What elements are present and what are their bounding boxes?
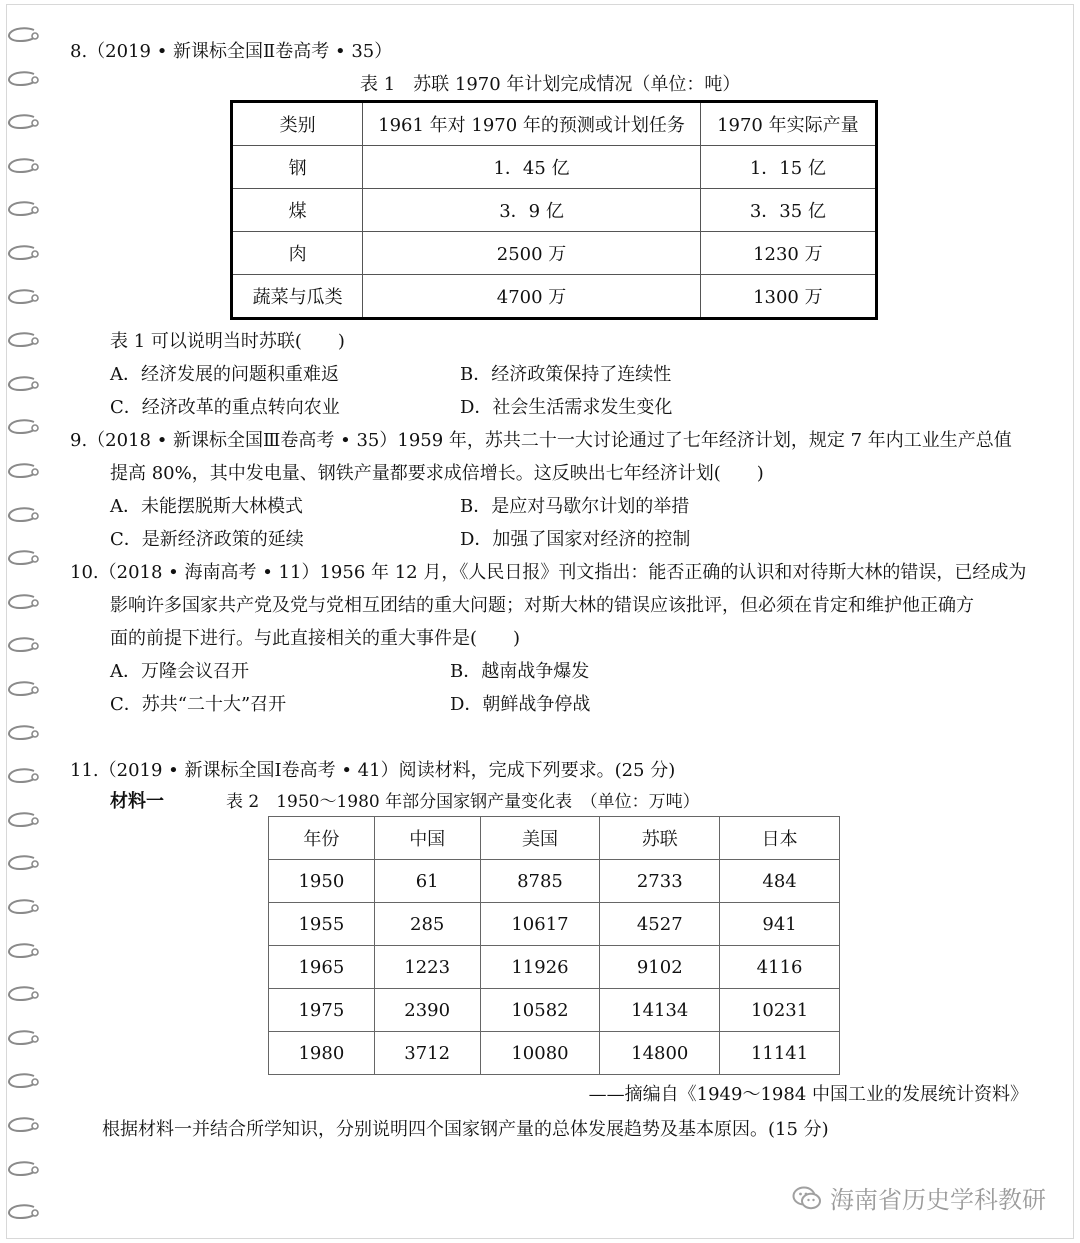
table-cell: 1230 万 <box>700 232 876 275</box>
binding-ring <box>6 854 40 874</box>
binding-ring <box>6 636 40 656</box>
q8-stem: 表 1 可以说明当时苏联( ) <box>110 331 345 352</box>
table-header-cell: 类别 <box>232 102 363 146</box>
table-header-cell: 美国 <box>480 817 600 860</box>
binding-ring <box>6 200 40 220</box>
q10-text-3: 面的前提下进行。与此直接相关的重大事件是( ) <box>110 628 521 649</box>
table-cell: 14800 <box>600 1032 720 1075</box>
table-row <box>269 860 840 903</box>
table-cell: 10582 <box>480 989 600 1032</box>
q8-option-d: D．社会生活需求发生变化 <box>460 397 673 418</box>
table-cell: 1955 <box>269 903 375 946</box>
table-cell: 1965 <box>269 946 375 989</box>
table-cell: 1223 <box>374 946 480 989</box>
table-cell: 1980 <box>269 1032 375 1075</box>
table-cell: 941 <box>720 903 840 946</box>
notebook-binding-rings <box>0 0 44 1243</box>
q10-line-1 <box>70 561 1026 585</box>
q11-table-title: 表 2 1950～1980 年部分国家钢产量变化表 （单位：万吨） <box>226 792 700 812</box>
table-cell: 285 <box>374 903 480 946</box>
q9-option-b: B．是应对马歇尔计划的举措 <box>460 496 690 517</box>
table-row <box>269 1032 840 1075</box>
table-cell: 肉 <box>232 232 363 275</box>
table-header-row <box>232 102 877 146</box>
table-header-cell: 1961 年对 1970 年的预测或计划任务 <box>363 102 700 146</box>
table-cell: 1．45 亿 <box>363 146 700 189</box>
binding-ring <box>6 244 40 264</box>
q10-option-a: A．万隆会议召开 <box>110 661 249 682</box>
table-cell: 4700 万 <box>363 275 700 319</box>
table-header-cell: 1970 年实际产量 <box>700 102 876 146</box>
binding-ring <box>6 680 40 700</box>
binding-ring <box>6 549 40 569</box>
table-cell: 11141 <box>720 1032 840 1075</box>
table-cell: 9102 <box>600 946 720 989</box>
table-row <box>269 903 840 946</box>
q10-text-1: 1956 年 12 月，《人民日报》刊文指出：能否正确的认识和对待斯大林的错误，已经成为 <box>319 562 1027 583</box>
q9-line-1 <box>70 429 1012 453</box>
binding-ring <box>6 1029 40 1049</box>
table-row <box>269 989 840 1032</box>
table-cell: 10231 <box>720 989 840 1032</box>
table-cell: 煤 <box>232 189 363 232</box>
binding-ring <box>6 811 40 831</box>
binding-ring <box>6 1160 40 1180</box>
binding-ring <box>6 70 40 90</box>
q8-option-b: B．经济政策保持了连续性 <box>460 364 672 385</box>
q9-option-c: C．是新经济政策的延续 <box>110 529 304 550</box>
table-cell: 11926 <box>480 946 600 989</box>
table-cell: 1300 万 <box>700 275 876 319</box>
table-cell: 8785 <box>480 860 600 903</box>
binding-ring <box>6 593 40 613</box>
q11-material-label: 材料一 <box>110 791 164 812</box>
binding-ring <box>6 724 40 744</box>
table-cell: 10080 <box>480 1032 600 1075</box>
q11-line-1 <box>70 759 675 783</box>
q10-option-c: C．苏共“二十大”召开 <box>110 694 287 715</box>
q8-table <box>230 100 878 320</box>
q10-option-b: B．越南战争爆发 <box>450 661 590 682</box>
binding-ring <box>6 418 40 438</box>
binding-ring <box>6 375 40 395</box>
table-row <box>232 275 877 319</box>
q9-head: 9.（2018 • 新课标全国Ⅲ卷高考 • 35） <box>70 430 398 451</box>
table-row <box>232 146 877 189</box>
table-cell: 3．9 亿 <box>363 189 700 232</box>
q8-head: 8.（2019 • 新课标全国Ⅱ卷高考 • 35） <box>70 41 393 62</box>
table-cell: 3712 <box>374 1032 480 1075</box>
binding-ring <box>6 767 40 787</box>
binding-ring <box>6 157 40 177</box>
binding-ring <box>6 462 40 482</box>
binding-ring <box>6 113 40 133</box>
binding-ring <box>6 26 40 46</box>
q10-option-d: D．朝鲜战争停战 <box>450 694 591 715</box>
q11-table <box>268 816 840 1075</box>
table-cell: 1975 <box>269 989 375 1032</box>
table-cell: 蔬菜与瓜类 <box>232 275 363 319</box>
table-cell: 10617 <box>480 903 600 946</box>
table-cell: 3．35 亿 <box>700 189 876 232</box>
table-cell: 1950 <box>269 860 375 903</box>
q10-text-2: 影响许多国家共产党及党与党相互团结的重大问题；对斯大林的错误应该批评，但必须在肯定和维护他正确方 <box>110 595 974 616</box>
q11-head: 11.（2019 • 新课标全国Ⅰ卷高考 • 41） <box>70 760 399 781</box>
table-cell: 1．15 亿 <box>700 146 876 189</box>
binding-ring <box>6 1116 40 1136</box>
table-row <box>232 232 877 275</box>
table-cell: 2733 <box>600 860 720 903</box>
binding-ring <box>6 506 40 526</box>
table-header-cell: 中国 <box>374 817 480 860</box>
binding-ring <box>6 1072 40 1092</box>
table-row <box>232 189 877 232</box>
binding-ring <box>6 942 40 962</box>
q8-table-title: 表 1 苏联 1970 年计划完成情况（单位：吨） <box>360 74 741 95</box>
table-cell: 钢 <box>232 146 363 189</box>
table-header-cell: 苏联 <box>600 817 720 860</box>
binding-ring <box>6 898 40 918</box>
watermark-text: 海南省历史学科教研 <box>830 1186 1046 1214</box>
q10-head: 10.（2018 • 海南高考 • 11） <box>70 562 320 583</box>
q9-option-a: A．未能摆脱斯大林模式 <box>110 496 303 517</box>
table-cell: 4116 <box>720 946 840 989</box>
q9-option-d: D．加强了国家对经济的控制 <box>460 529 691 550</box>
q8-option-a: A．经济发展的问题积重难返 <box>110 364 339 385</box>
q11-question: 根据材料一并结合所学知识，分别说明四个国家钢产量的总体发展趋势及基本原因。(15 分) <box>102 1119 829 1140</box>
binding-ring <box>6 1203 40 1223</box>
q9-text-2: 提高 80%，其中发电量、钢铁产量都要求成倍增长。这反映出七年经济计划( ) <box>110 463 764 484</box>
q8-option-c: C．经济改革的重点转向农业 <box>110 397 340 418</box>
table-cell: 61 <box>374 860 480 903</box>
watermark <box>792 1180 1046 1215</box>
table-header-cell: 日本 <box>720 817 840 860</box>
table-header-row <box>269 817 840 860</box>
table-cell: 4527 <box>600 903 720 946</box>
q11-source: ——摘编自《1949～1984 中国工业的发展统计资料》 <box>588 1084 1028 1105</box>
table-cell: 484 <box>720 860 840 903</box>
q11-text: 阅读材料，完成下列要求。(25 分) <box>398 760 676 781</box>
q9-text-1: 1959 年，苏共二十一大讨论通过了七年经济计划，规定 7 年内工业生产总值 <box>397 430 1012 451</box>
binding-ring <box>6 331 40 351</box>
table-row <box>269 946 840 989</box>
table-cell: 14134 <box>600 989 720 1032</box>
wechat-icon <box>792 1185 822 1211</box>
binding-ring <box>6 985 40 1005</box>
table-header-cell: 年份 <box>269 817 375 860</box>
table-cell: 2500 万 <box>363 232 700 275</box>
binding-ring <box>6 288 40 308</box>
table-cell: 2390 <box>374 989 480 1032</box>
